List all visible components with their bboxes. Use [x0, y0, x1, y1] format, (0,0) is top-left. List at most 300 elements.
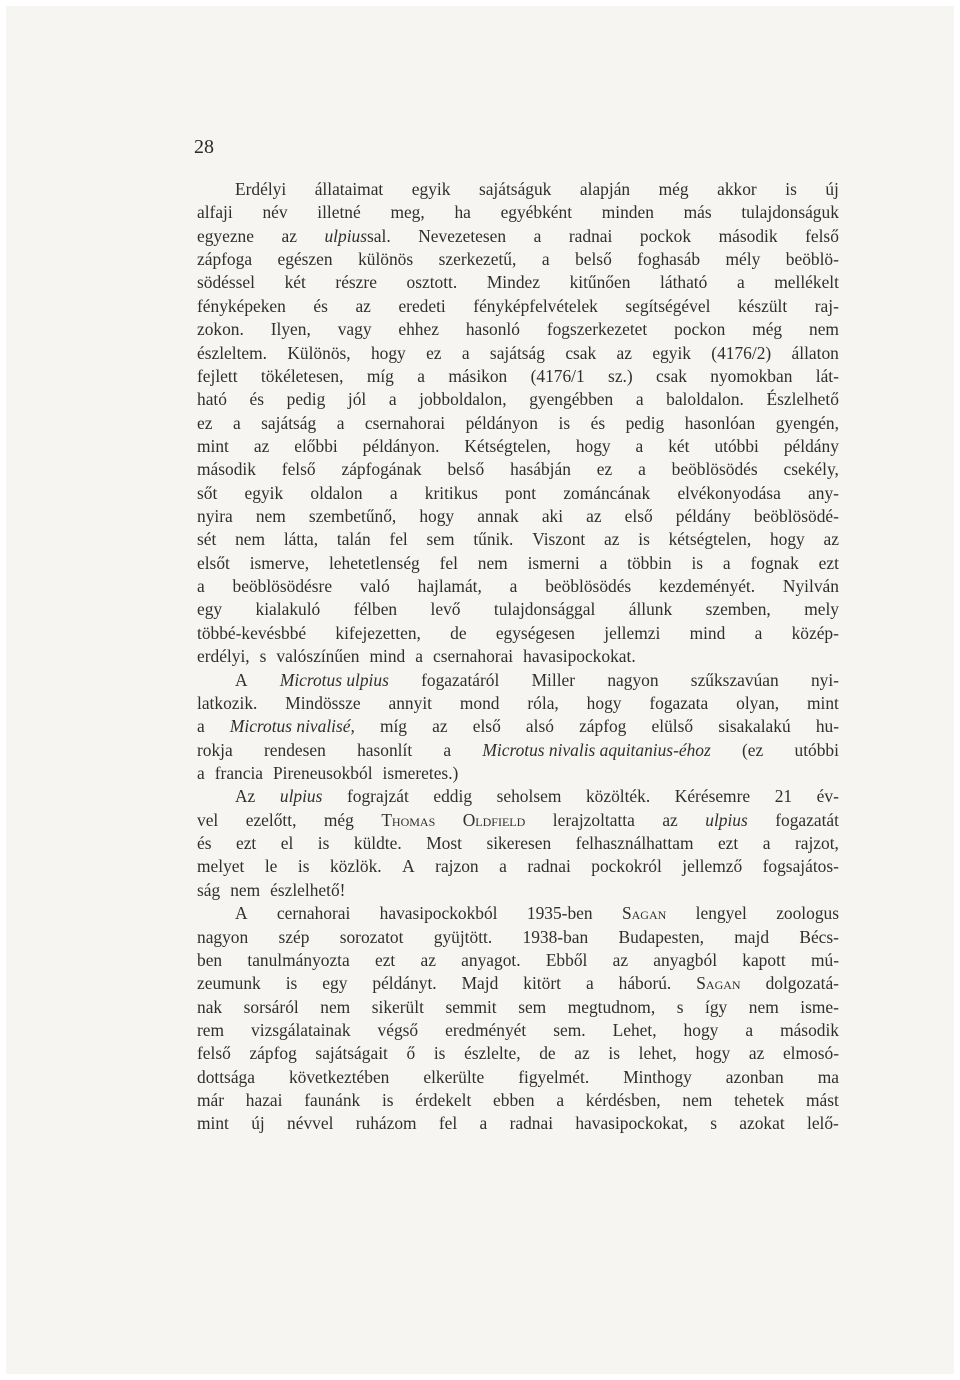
- word: zománcának: [563, 482, 651, 503]
- word: pedig: [286, 389, 326, 410]
- word: végső: [377, 1019, 419, 1040]
- word: ez: [426, 342, 442, 363]
- word: aki: [541, 506, 564, 527]
- word: zeumunk: [197, 973, 261, 994]
- word: sikeresen: [486, 833, 552, 854]
- word: rokja: [197, 739, 233, 760]
- word: hu-: [815, 716, 839, 737]
- word: havasipockokból: [379, 903, 498, 924]
- word: a: [638, 459, 646, 480]
- word: közlök.: [329, 856, 382, 877]
- word: a: [762, 833, 771, 854]
- word: részre: [335, 272, 377, 293]
- word: csernahorai: [432, 646, 514, 667]
- word: hogy: [769, 529, 805, 550]
- word: tehetek: [734, 1090, 785, 1111]
- word: a: [461, 342, 470, 363]
- word: nem: [809, 319, 839, 340]
- word: francia: [214, 762, 264, 783]
- word: a: [197, 716, 205, 737]
- word: pockok: [639, 225, 692, 246]
- word: beöblösödés: [545, 576, 632, 597]
- word: közölték.: [585, 786, 651, 807]
- word: eddig: [433, 786, 473, 807]
- word: példány: [675, 506, 731, 527]
- word: (4176/2): [711, 342, 772, 363]
- word: új: [251, 1113, 265, 1134]
- word: is: [608, 1043, 620, 1064]
- word: baloldalon.: [666, 389, 744, 410]
- word: cernahorai: [276, 903, 351, 924]
- paragraph: [197, 669, 839, 786]
- word: a: [443, 739, 452, 760]
- word: tanulmányozta: [247, 949, 350, 970]
- word: Erdélyi: [235, 179, 287, 199]
- page-number: 28: [194, 136, 214, 158]
- word: Minthogy: [623, 1066, 692, 1087]
- word: másikon: [448, 365, 508, 386]
- word: előbbi: [294, 435, 338, 456]
- text-line: [197, 855, 839, 878]
- word: példányon: [465, 412, 539, 433]
- word: azonban: [725, 1066, 784, 1087]
- word: de: [539, 1043, 556, 1064]
- text-line: [197, 365, 839, 388]
- word: állataimat: [314, 179, 384, 199]
- word: (ez: [742, 739, 764, 760]
- word: a: [336, 412, 345, 433]
- word: az: [604, 529, 620, 550]
- word: ulpiussal.: [324, 225, 391, 246]
- word: példány: [783, 435, 839, 456]
- word: figyelmét.: [518, 1066, 590, 1087]
- word: a: [479, 1113, 488, 1134]
- text-line: [197, 412, 839, 435]
- word: is: [691, 552, 704, 573]
- word: elsőt: [197, 552, 230, 573]
- word: beöblösödé-: [753, 506, 839, 527]
- word: 1938-ban: [522, 926, 589, 947]
- word: jellemzi: [604, 622, 661, 643]
- word: meg,: [390, 202, 425, 223]
- word: Viszont: [532, 529, 586, 550]
- word: Thomas: [381, 809, 436, 830]
- word: kezdeményét.: [659, 576, 756, 597]
- word: A: [402, 856, 415, 877]
- word: év-: [816, 786, 839, 807]
- word: beöblösödésre: [232, 576, 333, 597]
- word: alsó: [525, 716, 554, 737]
- word: södéssel: [197, 272, 255, 293]
- word: 1935-ben: [526, 903, 593, 924]
- word: nagyon: [607, 669, 659, 690]
- word: ság: [197, 879, 221, 900]
- word: csak: [656, 365, 687, 386]
- word: ezt: [717, 833, 739, 854]
- word: Budapesten,: [618, 926, 704, 947]
- word: sorsáról: [243, 996, 299, 1017]
- text-line: [197, 225, 839, 248]
- word: jól: [347, 389, 367, 410]
- word: vagy: [337, 319, 372, 340]
- word: lelő-: [806, 1113, 839, 1134]
- word: belső: [447, 459, 485, 480]
- word: nak: [197, 996, 223, 1017]
- word: pedig: [625, 412, 665, 433]
- text-line: [197, 1019, 839, 1042]
- word: kialakuló: [255, 599, 321, 620]
- text-line: [197, 669, 839, 692]
- word: új: [825, 179, 839, 199]
- word: Bécs-: [799, 926, 839, 947]
- word: nyira: [197, 506, 233, 527]
- word: fényképfelvételek: [473, 295, 598, 316]
- word: tulajdonságuk: [741, 202, 839, 223]
- word: és: [590, 412, 606, 433]
- word: pockon: [674, 319, 726, 340]
- word: rem: [197, 1019, 225, 1040]
- word: is: [638, 529, 650, 550]
- word: egészen: [277, 249, 333, 270]
- word: vel: [197, 809, 219, 830]
- word: az: [253, 435, 270, 456]
- body-text: [197, 178, 839, 1136]
- word: Kérésemre: [674, 786, 751, 807]
- word: raj-: [814, 295, 839, 316]
- word: havasipockokat,: [575, 1113, 688, 1134]
- word: nem: [230, 879, 261, 900]
- word: hasábján: [510, 459, 571, 480]
- word: többé-kevésbbé: [197, 622, 307, 643]
- word: mást: [806, 1090, 839, 1111]
- word: állaton: [791, 342, 839, 363]
- word: második: [197, 459, 256, 480]
- word: gyüjtött.: [433, 926, 493, 947]
- text-line: [197, 552, 839, 575]
- word: sisakalakú: [718, 716, 791, 737]
- word: is: [297, 856, 310, 877]
- text-line: [197, 575, 839, 598]
- word: eredeti: [398, 295, 446, 316]
- word: sajátságait: [315, 1043, 388, 1064]
- word: az: [432, 716, 448, 737]
- word: ismerve,: [249, 552, 310, 573]
- word: alfaji: [197, 202, 233, 223]
- word: a: [541, 249, 550, 270]
- word: latkozik.: [197, 692, 258, 713]
- text-line: [197, 178, 839, 201]
- word: hogy: [695, 1043, 731, 1064]
- word: fejlett: [197, 365, 238, 386]
- text-line: [197, 739, 839, 762]
- word: a: [197, 762, 205, 783]
- word: észlelhető!: [270, 879, 346, 900]
- word: foghasáb: [637, 249, 701, 270]
- word: annyit: [388, 692, 432, 713]
- word: ruházom: [355, 1113, 417, 1134]
- word: majd: [734, 926, 770, 947]
- text-line: [197, 1112, 839, 1135]
- word: rajzot,: [794, 833, 839, 854]
- word: egységesen: [495, 622, 576, 643]
- word: pockokról: [591, 856, 662, 877]
- word: fel: [439, 552, 458, 573]
- word: a: [533, 225, 542, 246]
- word: az: [574, 1043, 590, 1064]
- word: Microtus ulpius: [279, 669, 389, 690]
- word: ezt: [818, 552, 839, 573]
- word: akkor: [717, 179, 757, 199]
- word: kifejezetten,: [335, 622, 421, 643]
- word: kapott: [742, 949, 786, 970]
- word: belső: [575, 249, 612, 270]
- word: nagyon: [197, 926, 249, 947]
- word: hazai: [245, 1090, 283, 1111]
- word: Miller: [531, 669, 576, 690]
- word: azokat: [739, 1113, 785, 1134]
- text-line: [197, 785, 839, 808]
- word: ben: [197, 949, 223, 970]
- word: mely: [804, 599, 839, 620]
- word: is: [285, 973, 298, 994]
- word: mély: [725, 249, 761, 270]
- word: is: [558, 412, 571, 433]
- word: kitűnően: [569, 272, 631, 293]
- text-line: [197, 1042, 839, 1065]
- word: sajátság: [489, 342, 545, 363]
- word: dottsága: [197, 1066, 255, 1087]
- word: ulpius: [705, 809, 748, 830]
- word: lát-: [815, 365, 839, 386]
- word: hogy: [575, 435, 611, 456]
- word: nem: [255, 506, 286, 527]
- word: sem.: [553, 1019, 586, 1040]
- word: is: [785, 179, 797, 199]
- word: a: [556, 1090, 565, 1111]
- word: míg: [366, 365, 394, 386]
- word: semmit: [445, 996, 497, 1017]
- word: látható: [660, 272, 708, 293]
- word: sem: [426, 529, 455, 550]
- text-line: [197, 692, 839, 715]
- word: beöblösödés: [671, 459, 758, 480]
- word: elkerülte: [423, 1066, 485, 1087]
- word: osztott.: [406, 272, 458, 293]
- word: többin: [627, 552, 672, 573]
- text-line: [197, 458, 839, 481]
- word: eredményét: [445, 1019, 527, 1040]
- word: Most: [426, 833, 462, 854]
- word: a: [754, 622, 763, 643]
- word: kérdésben,: [585, 1090, 661, 1111]
- word: hasonlóan: [684, 412, 756, 433]
- word: mellékelt: [774, 272, 839, 293]
- word: hogy: [683, 1019, 719, 1040]
- word: még: [323, 809, 354, 830]
- word: ulpius: [279, 786, 323, 807]
- word: felhasználhattam: [575, 833, 694, 854]
- word: ehhez: [398, 319, 439, 340]
- word: segítségével: [625, 295, 711, 316]
- word: Nyilván: [782, 576, 839, 597]
- word: Ebből: [545, 949, 588, 970]
- word: is: [433, 1043, 446, 1064]
- word: küldte.: [353, 833, 402, 854]
- word: az: [662, 809, 678, 830]
- word: név: [262, 202, 288, 223]
- word: nem: [320, 996, 351, 1017]
- word: radnai: [527, 856, 571, 877]
- word: fel: [438, 1113, 458, 1134]
- word: radnai: [568, 225, 613, 246]
- word: mind: [369, 646, 406, 667]
- word: és: [197, 833, 212, 854]
- word: vizsgálatainak: [251, 1019, 351, 1040]
- word: zápfog: [249, 1043, 297, 1064]
- word: pont: [505, 482, 537, 503]
- text-line: [197, 505, 839, 528]
- text-line: [197, 762, 839, 785]
- word: annak: [477, 506, 519, 527]
- word: még: [752, 319, 783, 340]
- text-line: [197, 271, 839, 294]
- word: a: [635, 435, 644, 456]
- word: csekély,: [783, 459, 839, 480]
- word: jobboldalon,: [419, 389, 507, 410]
- word: két: [284, 272, 306, 293]
- word: lengyel: [695, 903, 747, 924]
- word: A: [235, 669, 248, 690]
- word: egy: [197, 599, 223, 620]
- word: nem: [235, 529, 266, 550]
- word: az: [616, 342, 632, 363]
- text-line: [197, 809, 839, 832]
- word: csak: [565, 342, 597, 363]
- word: anyagot.: [461, 949, 521, 970]
- word: nyomokban: [710, 365, 793, 386]
- word: nyi-: [810, 669, 839, 690]
- word: Microtus nivalisé,: [229, 716, 355, 737]
- word: is: [317, 833, 330, 854]
- word: fogazatát: [775, 809, 839, 830]
- word: Microtus nivalis aquitanius-éhoz: [482, 739, 711, 760]
- word: Lehet,: [612, 1019, 657, 1040]
- word: Oldfield: [462, 809, 526, 830]
- word: le: [264, 856, 278, 877]
- word: róla,: [527, 692, 559, 713]
- word: ezt: [374, 949, 396, 970]
- word: dolgozatá-: [765, 973, 839, 994]
- word: tökéletesen,: [260, 365, 344, 386]
- text-line: [197, 996, 839, 1019]
- word: második: [718, 225, 778, 246]
- word: ez: [596, 459, 613, 480]
- word: hogy: [419, 506, 455, 527]
- word: a: [389, 482, 398, 503]
- text-line: [197, 949, 839, 972]
- word: más: [683, 202, 712, 223]
- word: készült: [737, 295, 788, 316]
- word: a: [635, 389, 644, 410]
- word: második: [780, 1019, 839, 1040]
- word: ma: [817, 1066, 839, 1087]
- word: állunk: [628, 599, 673, 620]
- word: szemben,: [705, 599, 771, 620]
- word: ezelőtt,: [245, 809, 297, 830]
- word: első: [472, 716, 501, 737]
- word: sajátság: [261, 412, 317, 433]
- word: s: [710, 1113, 717, 1134]
- word: kétségtelen,: [668, 529, 752, 550]
- word: ez: [197, 412, 213, 433]
- word: a: [585, 973, 594, 994]
- word: sőt: [197, 482, 218, 503]
- word: Észlelhető: [766, 389, 839, 410]
- word: az: [748, 1043, 765, 1064]
- word: is: [381, 1090, 394, 1111]
- word: egyik: [411, 179, 451, 199]
- word: a: [745, 1019, 754, 1040]
- word: gyengén,: [775, 412, 839, 433]
- word: olyan,: [736, 692, 780, 713]
- word: már: [197, 1090, 225, 1111]
- word: egyik: [652, 342, 691, 363]
- word: nem: [477, 552, 508, 573]
- word: Ilyen,: [270, 319, 311, 340]
- word: mind: [689, 622, 726, 643]
- word: alapján: [579, 179, 631, 199]
- word: fogazatáról: [421, 669, 500, 690]
- word: sajátságuk: [478, 179, 552, 199]
- word: a: [722, 552, 731, 573]
- word: hogy: [370, 342, 406, 363]
- word: fogazata: [649, 692, 709, 713]
- text-line: [197, 1089, 839, 1112]
- word: ismerni: [527, 552, 580, 573]
- word: valószínűen: [276, 646, 360, 667]
- word: hogy: [586, 692, 622, 713]
- word: de: [450, 622, 467, 643]
- word: jellemző: [682, 856, 743, 877]
- word: fel: [389, 529, 408, 550]
- word: a: [415, 646, 423, 667]
- word: rajzon: [435, 856, 479, 877]
- word: sem: [518, 996, 547, 1017]
- word: és: [249, 389, 265, 410]
- word: radnai: [509, 1113, 554, 1134]
- word: kritikus: [424, 482, 478, 503]
- word: az: [420, 949, 436, 970]
- word: közép-: [791, 622, 839, 643]
- word: felső: [281, 459, 316, 480]
- text-line: [197, 926, 839, 949]
- paragraph: [197, 785, 839, 902]
- word: el: [280, 833, 294, 854]
- word: Nevezetesen: [418, 225, 507, 246]
- word: fograjzát: [347, 786, 409, 807]
- text-line: [197, 622, 839, 645]
- word: az: [823, 529, 839, 550]
- word: egy: [322, 973, 348, 994]
- word: elmosó-: [782, 1043, 839, 1064]
- word: 21: [774, 786, 793, 807]
- word: míg: [379, 716, 408, 737]
- word: való: [359, 576, 390, 597]
- word: mond: [459, 692, 500, 713]
- word: egyébként: [500, 202, 573, 223]
- word: tűnik.: [473, 529, 514, 550]
- word: az: [612, 949, 629, 970]
